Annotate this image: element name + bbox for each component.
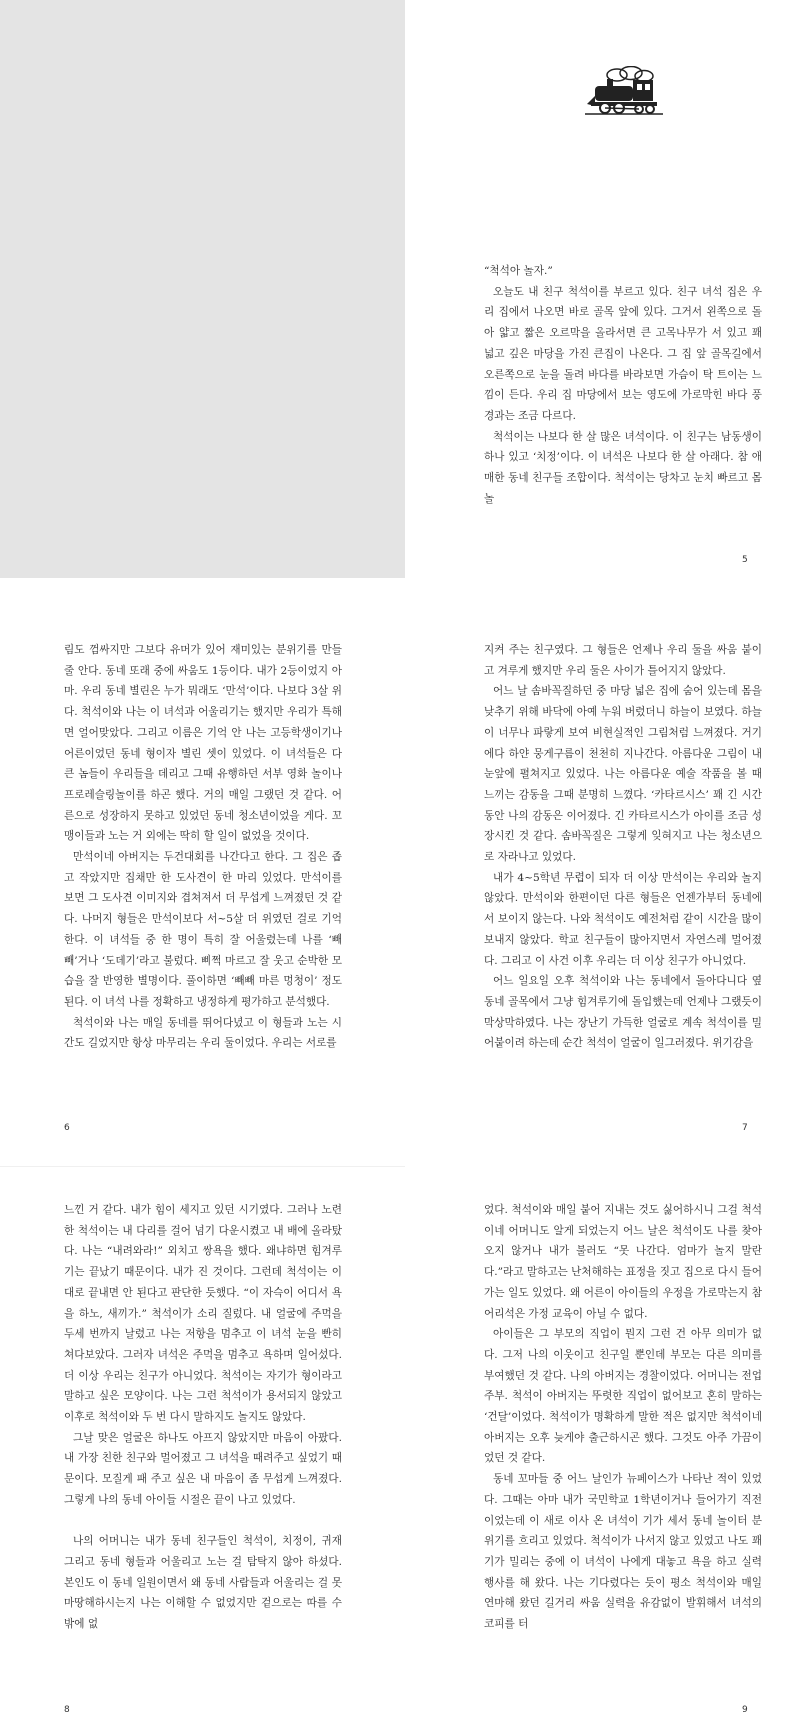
body-text — [64, 1200, 342, 1635]
page-5 — [405, 0, 810, 578]
spread-3 — [0, 1160, 810, 1728]
page-number: 5 — [742, 555, 748, 565]
paragraph: 그날 맞은 얼굴은 하나도 아프지 않았지만 마음이 아팠다. 내 가장 친한 친구와 멀어졌고 그 녀석을 때려주고 싶었기 때문이다. 모질게 패 주고 싶은 내 마음이 좀 무섭게 느껴졌다. 그렇게 나의 동네 아이들 시절은 끝이 나고 있었다. — [64, 1431, 342, 1506]
paragraph: 나의 어머니는 내가 동네 친구들인 척석이, 치정이, 귀재 그리고 동네 형들과 어울리고 노는 걸 탐탁지 않아 하셨다. 본인도 이 동네 일원이면서 왜 동네 사람들과 어울리는 걸 못마땅해하시는지 나는 이해할 수 없었지만 겉으로는 따를 수밖에 없 — [64, 1535, 342, 1631]
paragraph: 어느 일요일 오후 척석이와 나는 동네에서 돌아다니다 옆 동네 골목에서 그냥 힘겨루기에 돌입했는데 언제나 그랬듯이 막상막하였다. 나는 장난기 가득한 얼굴로 계속 척석이를 밀어붙이려 하는데 순간 척석이 얼굴이 일그러졌다. 위기감을 — [484, 975, 762, 1050]
page-8 — [0, 1160, 405, 1728]
paragraph: 었다. 척석이와 매일 붙어 지내는 것도 싫어하시니 그걸 척석이네 어머니도 알게 되었는지 어느 날은 척석이도 나를 찾아오지 않거나 내가 불러도 “못 나간다. 엄마가 놀지 말란다.”라고 말하고는 난처해하는 표정을 짓고 집으로 다시 들어가는 일도 있었다. 왜 어른이 아이들의 우정을 가로막는지 참 어리석은 가정 교육이 아닐 수 없다. — [484, 1204, 762, 1320]
body-text — [484, 261, 762, 509]
steam-locomotive-icon — [583, 66, 665, 116]
spread-2 — [0, 578, 810, 1160]
blank-gray-page — [0, 0, 405, 578]
page-6 — [0, 578, 405, 1160]
paragraph: 척석이는 나보다 한 살 많은 녀석이다. 이 친구는 남동생이 하나 있고 ‘치정’이다. 이 녀석은 나보다 한 살 아래다. 참 애매한 동네 친구들 조합이다. 척석이는 당차고 눈치 빠르고 몸놀 — [484, 430, 762, 505]
paragraph: “척석아 놀자.” — [484, 265, 553, 277]
paragraph: 동네 꼬마들 중 어느 날인가 뉴페이스가 나타난 적이 있었다. 그때는 아마 내가 국민학교 1학년이거나 들어가기 직전이었는데 이 새로 이사 온 녀석이 기가 세서 동네 놀이터 분위기를 흐리고 있었다. 척석이가 나서지 않고 있었고 나도 꽤 기가 밀리는 중에 이 녀석이 나에게 대놓고 욕을 하고 실력 행사를 해 왔다. 나는 기다렸다는 듯이 평소 척석이와 매일 연마해 왔던 길거리 싸움 실력을 유감없이 발휘해서 녀석의 코피를 터 — [484, 1473, 762, 1631]
paragraph: 어느 날 솜바꼭질하던 중 마당 넓은 집에 숨어 있는데 몸을 낮추기 위해 바닥에 아예 누워 버렸더니 하늘이 보였다. 하늘이 너무나 파랗게 보여 비현실적인 그림처럼 느껴졌다. 거기에다 하얀 뭉게구름이 천천히 지나간다. 아름다운 그림이 내 눈앞에 펼쳐지고 있었다. 나는 아름다운 예술 작품을 볼 때 느끼는 감동을 그때 분명히 느꼈다. ‘카타르시스’ 꽤 긴 시간 동안 나의 감동은 이어졌다. 긴 카타르시스가 아이를 조금 성장시킨 것 같다. 솜바꼭질은 그렇게 잊혀지고 나는 청소년으로 자라나고 있었다. — [484, 685, 762, 864]
body-text — [484, 640, 762, 1054]
page-number: 8 — [64, 1705, 70, 1715]
page-number: 7 — [742, 1123, 748, 1133]
paragraph: 척석이와 나는 매일 동네를 뛰어다녔고 이 형들과 노는 시간도 길었지만 항상 마무리는 우리 둘이었다. 우리는 서로를 — [64, 1016, 342, 1050]
paragraph: 오늘도 내 친구 척석이를 부르고 있다. 친구 녀석 집은 우리 집에서 나오면 바로 골목 앞에 있다. 그거서 왼쪽으로 돌아 얇고 짧은 오르막을 올라서면 큰 고목나무가 서 있고 꽤 넓고 깊은 마당을 가진 큰집이 나온다. 그 집 앞 골목길에서 오른쪽으로 눈을 돌려 바다를 바라보면 가슴이 탁 트이는 느낌이 든다. 우리 집 마당에서 보는 영도에 가로막힌 바다 풍경과는 조금 다르다. — [484, 285, 762, 422]
paragraph: 림도 껌싸지만 그보다 유머가 있어 재미있는 분위기를 만들 줄 안다. 동네 또래 중에 싸움도 1등이다. 내가 2등이었지 아마. 우리 동네 별린은 누가 뭐래도 ‘만석’이다. 나보다 3살 위다. 척석이와 나는 이 녀석과 어울리기는 했지만 우리가 특해면 얼어맞았다. 그리고 이름은 기억 안 나는 고등학생이기나 어른이었던 동네 형이자 별린 셋이 있었다. 이 녀석들은 다 큰 놈들이 우리들을 데리고 그때 유행하던 서부 영화 놀이나 프로레슬링놀이를 하곤 했다. 거의 매일 그랬던 것 같다. 어른으로 성장하지 못하고 있었던 동네 청소년이었을 게다. 꼬맹이들과 노는 거 외에는 딱히 할 일이 없었을 것이다. — [64, 644, 342, 843]
paragraph: 지켜 주는 친구였다. 그 형들은 언제나 우리 둘을 싸움 붙이고 겨루게 했지만 우리 둘은 사이가 틀어지지 않았다. — [484, 644, 762, 677]
page-number: 6 — [64, 1123, 70, 1133]
paragraph: 만석이네 아버지는 두건대회를 나간다고 한다. 그 집은 좁고 작았지만 집채만 한 도사견이 한 마리 있었다. 만석이를 보면 그 도사견 이미지와 겹쳐져서 더 무섭게 느껴졌던 것 같다. 나머지 형들은 만석이보다 서~5살 더 위였던 걸로 기억한다. 이 녀석들 중 한 명이 특히 잘 어울렸는데 나를 ‘빼빼’거나 ‘도데기’라고 불렀다. 삐쩍 마르고 잘 웃고 순박한 모습을 잘 반영한 별명이다. 풀이하면 ‘빼빼 마른 멍청이’ 정도 된다. 이 녀석 나를 정확하고 냉정하게 평가하고 분석했다. — [64, 851, 342, 1008]
page-7 — [405, 578, 810, 1160]
spread-1 — [0, 0, 810, 578]
page-9 — [405, 1160, 810, 1728]
body-text — [484, 1200, 762, 1635]
page-number: 9 — [742, 1705, 748, 1715]
paragraph: 느낀 거 같다. 내가 힘이 세지고 있던 시기였다. 그러나 노련한 척석이는 내 다리를 걸어 넘기 다운시켰고 내 배에 올라탔다. 나는 “내려와라!” 외치고 쌍욕을 했다. 왜냐하면 힘겨루기는 끝났기 때문이다. 내가 진 것이다. 그런데 척석이는 이대로 끝내면 안 된다고 판단한 듯했다. “이 자슥이 어디서 욕을 하노, 새끼가.” 척석이가 소리 질렀다. 내 얼굴에 주먹을 두세 번까지 날렸고 나는 저항을 멈추고 이 녀석 눈을 빤히 쳐다보았다. 그러자 녀석은 주먹을 멈추고 욕하며 일어섰다. 더 이상 우리는 친구가 아니었다. 척석이는 자기가 형이라고 말하고 싶은 모양이다. 나는 그런 척석이가 용서되지 않았고 이후로 척석이와 두 번 다시 말하지도 놀지도 않았다. — [64, 1204, 342, 1424]
body-text — [64, 640, 342, 1054]
paragraph: 내가 4~5학년 무렵이 되자 더 이상 만석이는 우리와 놀지 않았다. 만석이와 한편이던 다른 형들은 언젠가부터 동네에서 보이지 않는다. 나와 척석이도 예전처럼 같이 시간을 많이 보내지 않았다. 학교 친구들이 많아지면서 자연스레 멀어졌다. 그리고 이 사건 이후 우리는 더 이상 친구가 아니었다. — [484, 871, 762, 967]
paragraph: 아이들은 그 부모의 직업이 뭔지 그런 건 아무 의미가 없다. 그저 나의 이웃이고 친구일 뿐인데 부모는 다른 의미를 부여했던 것 같다. 나의 아버지는 경찰이었다. 어머니는 전업주부. 척석이 아버지는 뚜렷한 직업이 없어보고 혼히 말하는 ‘건달’이었다. 척석이가 명확하게 말한 적은 없지만 척석이네 아버지는 오후 늦게야 출근하시곤 했다. 그것도 아주 가끔이었던 것 같다. — [484, 1328, 762, 1465]
